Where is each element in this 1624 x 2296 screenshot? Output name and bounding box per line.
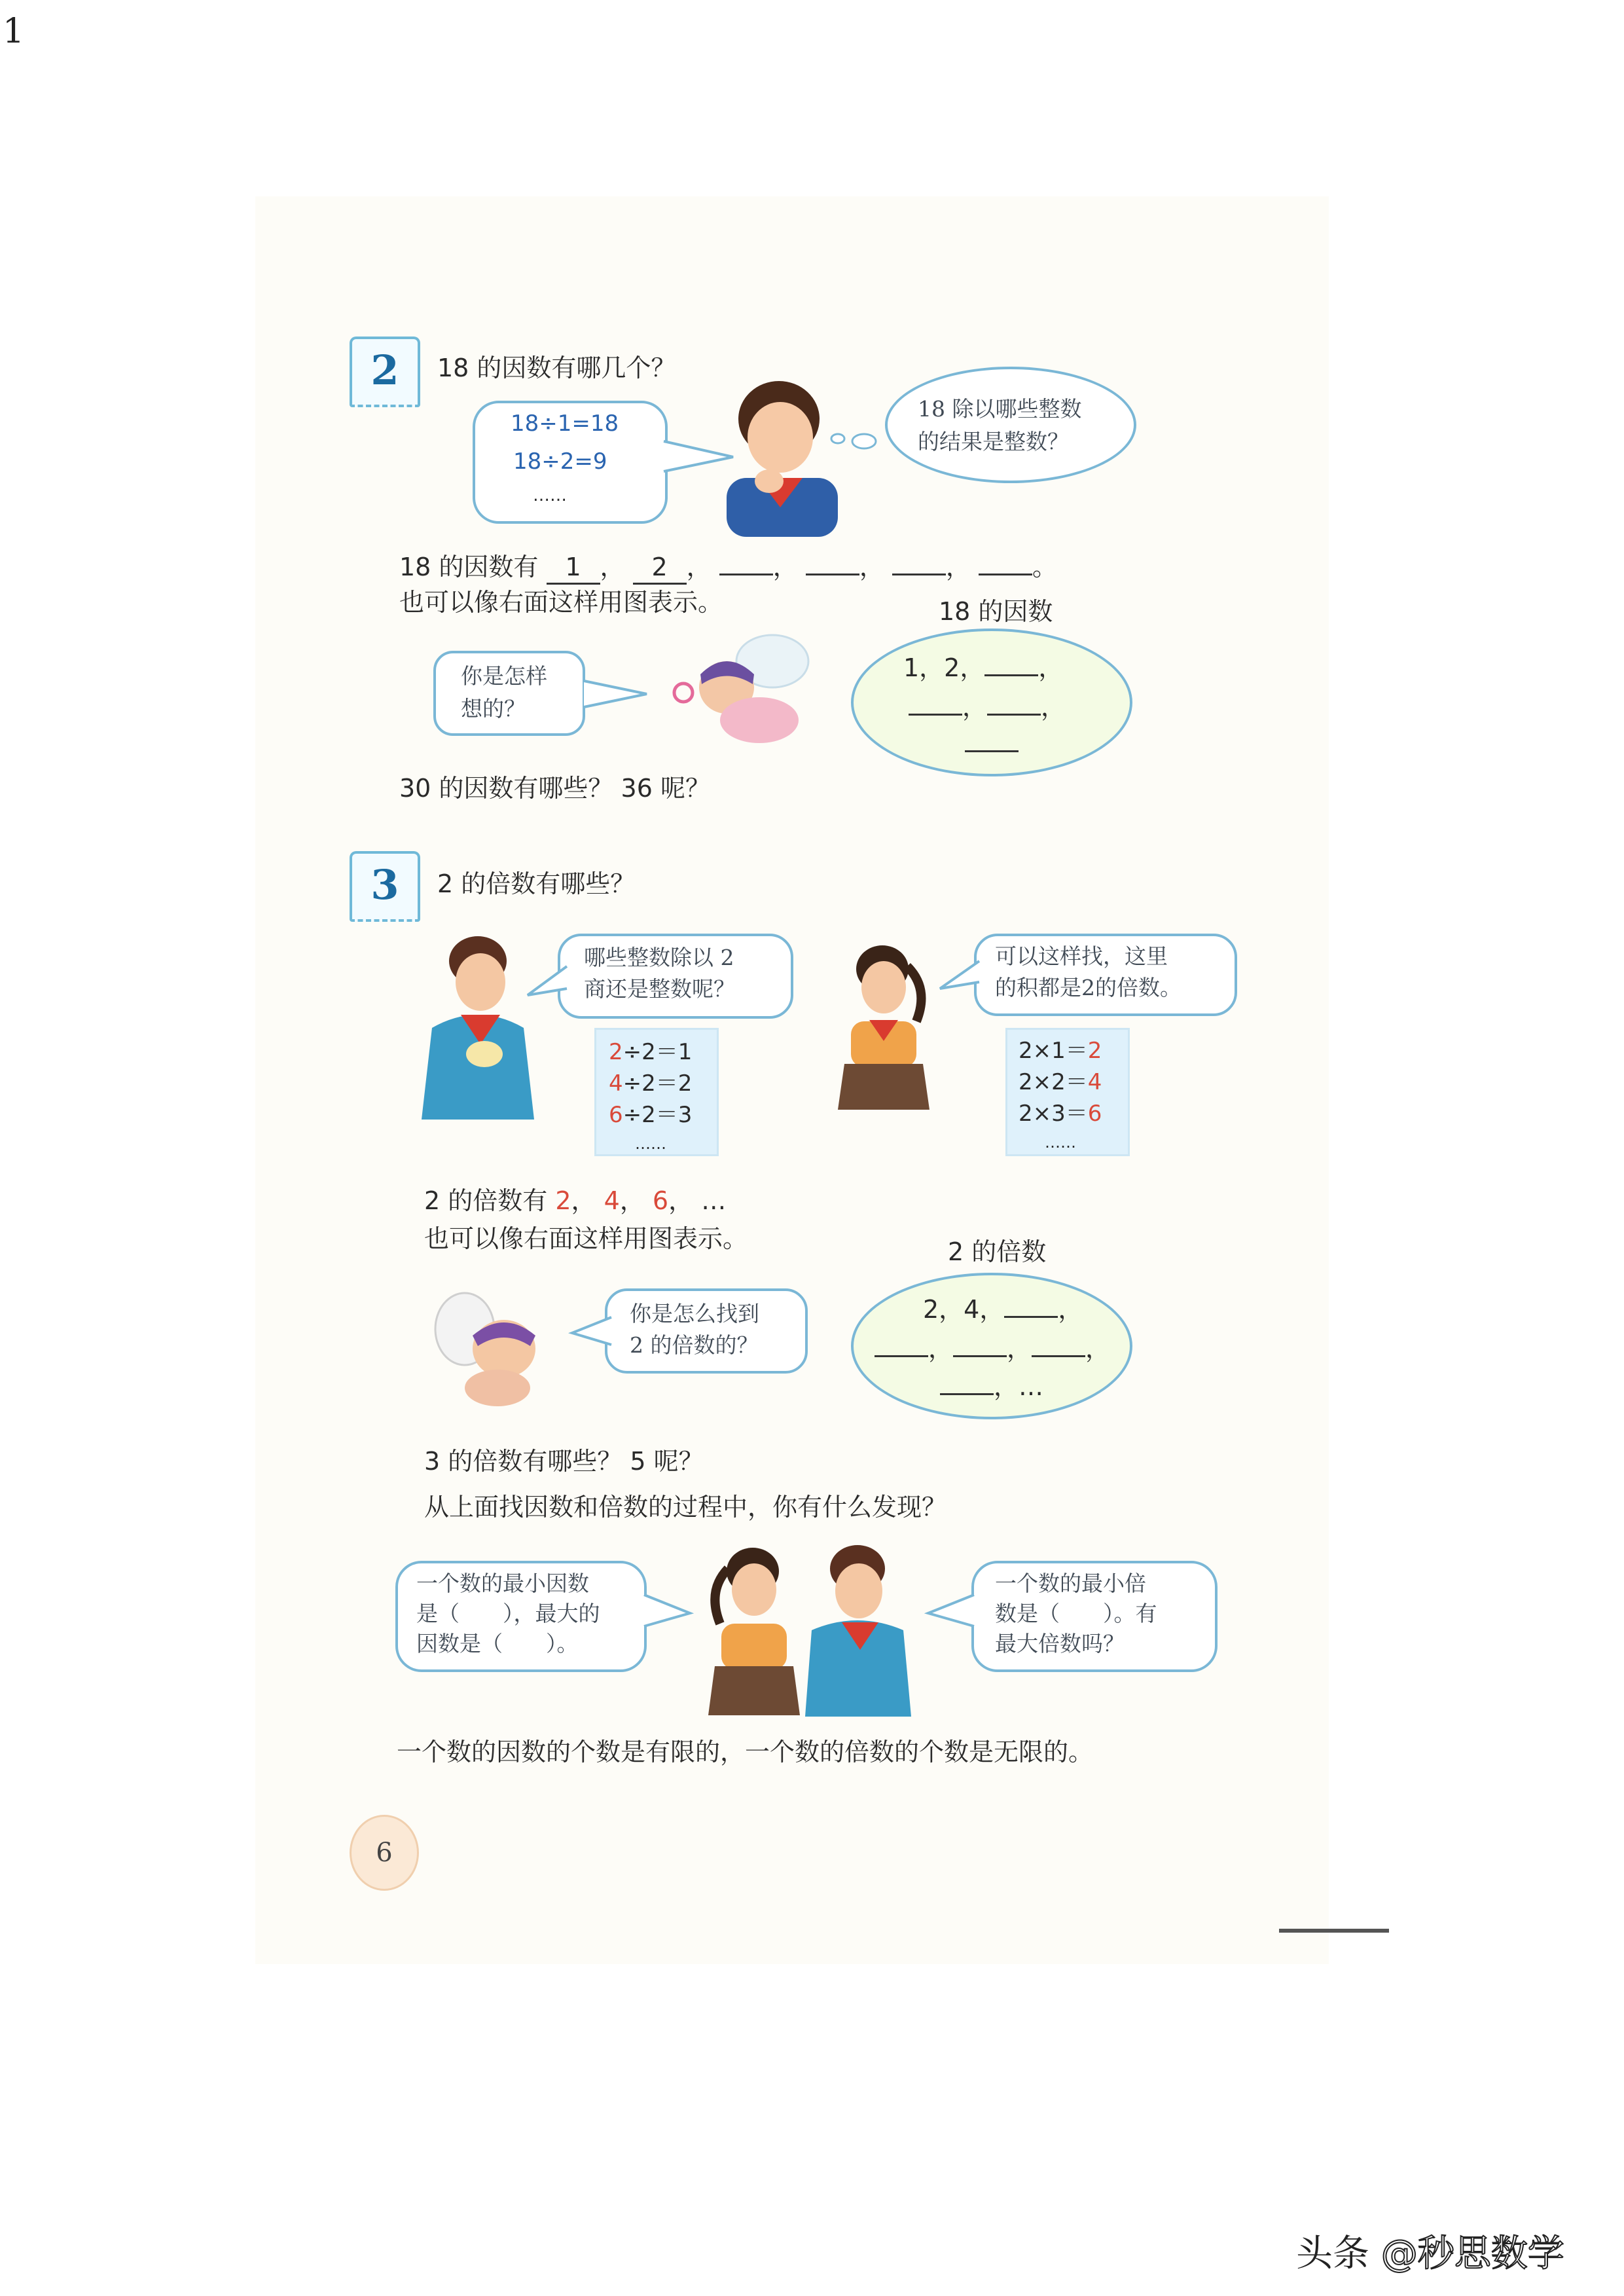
thought-cloud (885, 367, 1136, 483)
two-children-illustration (694, 1539, 916, 1722)
corner-mark: 1 (3, 12, 25, 51)
factor-set-row (965, 728, 1019, 759)
set-blank (1032, 1336, 1085, 1357)
multiplication-eq: 2×3＝6 (1019, 1101, 1102, 1127)
factor-blank (892, 554, 946, 575)
multiple-set-row: ， ， ， (875, 1333, 1110, 1364)
multiple-set-tail: ，… (994, 1372, 1044, 1401)
left-question-bubble-tail (524, 962, 569, 1008)
watermark (1296, 2225, 1564, 2277)
bubble-line: 是（ ），最大的 (416, 1601, 600, 1626)
bubble-line: 你是怎么找到 (630, 1301, 759, 1326)
bubble-line: 的积都是2的倍数。 (995, 975, 1182, 1000)
discovery-question: 从上面找因数和倍数的过程中，你有什么发现？ (424, 1493, 947, 1522)
watermark-prefix: 头条 (1296, 2232, 1381, 2275)
factor-blank (806, 554, 859, 575)
set-blank (940, 1374, 994, 1395)
set-blank (984, 655, 1038, 676)
min-multiple-bubble-tail (924, 1590, 977, 1635)
set-blank (909, 694, 962, 716)
example-number-3: 3 (350, 851, 420, 922)
bubble-line: 最大倍数吗？ (995, 1631, 1125, 1656)
bubble-line: 可以这样找，这里 (995, 943, 1168, 969)
multiple-set-row: 2，4， ， (923, 1295, 1083, 1324)
section3-question: 2 的倍数有哪些？ (437, 869, 636, 898)
division-eq: 2÷2＝1 (609, 1039, 693, 1065)
multiple-set-known: 2，4， (923, 1295, 1005, 1324)
factors-18-line: 18 的因数有 1 ， 2 ， ， ， ， 。 (399, 551, 1057, 585)
cupid-illustration (432, 1283, 563, 1414)
calc-line: …… (533, 486, 567, 505)
diagram-title: 18 的因数 (939, 597, 1053, 626)
factor-blank (719, 554, 773, 575)
bubble-line: 一个数的最小因数 (416, 1571, 589, 1596)
conclusion: 一个数的因数的个数是有限的，一个数的倍数的个数是无限的。 (397, 1738, 1094, 1766)
division-eq: 6÷2＝3 (609, 1102, 693, 1128)
example-number-2: 2 (350, 337, 420, 407)
bubble-line: 一个数的最小倍 (995, 1571, 1146, 1596)
min-factor-bubble-tail (641, 1590, 694, 1635)
footer-rule (1279, 1929, 1389, 1933)
girl-illustration (825, 936, 943, 1113)
page-number: 6 (350, 1815, 419, 1891)
diagram-hint: 也可以像右面这样用图表示。 (424, 1224, 748, 1253)
diagram-title: 2 的倍数 (948, 1237, 1047, 1266)
division-dots: …… (635, 1135, 666, 1153)
set-blank (965, 731, 1019, 752)
angel-illustration (661, 622, 818, 753)
right-hint-bubble-tail (936, 957, 982, 1003)
factor-set-row: 1，2， ， (903, 653, 1064, 682)
multiple-value: 2 (555, 1186, 571, 1215)
set-blank (953, 1336, 1007, 1357)
multiples-suffix: … (701, 1186, 727, 1215)
multiple-value: 6 (652, 1186, 669, 1215)
factor-filled: 2 (633, 551, 687, 585)
calc-line: 18÷2=9 (513, 448, 607, 475)
multiples-2-line: 2 的倍数有 2， 4， 6， … (424, 1186, 727, 1215)
boy-blue-coat-illustration (412, 930, 550, 1120)
diagram-hint: 也可以像右面这样用图表示。 (399, 588, 723, 617)
calc-line: 18÷1=18 (511, 410, 619, 437)
factor-set-row: ， ， (909, 691, 1066, 723)
factor-set-known: 1，2， (903, 653, 985, 682)
factor-blank (979, 554, 1032, 575)
bubble-line: 2 的倍数的？ (630, 1332, 759, 1358)
multiplication-dots: …… (1045, 1133, 1076, 1152)
bubble-line: 哪些整数除以 2 (584, 945, 734, 970)
division-eq: 4÷2＝2 (609, 1070, 693, 1097)
section2-question: 18 的因数有哪几个？ (437, 354, 676, 382)
multiplication-eq: 2×1＝2 (1019, 1038, 1102, 1064)
bubble-line: 商还是整数呢？ (584, 976, 735, 1002)
set-blank (1004, 1296, 1058, 1318)
thought-line: 18 除以哪些整数 (918, 396, 1082, 422)
bubble-line: 想的？ (461, 696, 526, 721)
bubble-line: 你是怎样 (461, 663, 547, 689)
section3-followup: 3 的倍数有哪些？ 5 呢？ (424, 1447, 704, 1476)
set-blank (987, 694, 1041, 716)
multiple-value: 4 (604, 1186, 620, 1215)
factors-prefix: 18 的因数有 (399, 553, 539, 581)
section2-followup: 30 的因数有哪些？ 36 呢？ (399, 774, 710, 803)
cupid-bubble-tail (568, 1313, 614, 1353)
angel-bubble-tail (581, 674, 653, 714)
thought-dots (825, 426, 890, 458)
multiplication-eq: 2×2＝4 (1019, 1069, 1102, 1095)
bubble-line: 因数是（ ）。 (416, 1631, 579, 1656)
thought-line: 的结果是整数？ (918, 429, 1069, 454)
set-blank (875, 1336, 928, 1357)
watermark-handle: @秒思数学 (1380, 2232, 1564, 2275)
multiples-prefix: 2 的倍数有 (424, 1186, 548, 1215)
bubble-line: 数是（ ）。有 (995, 1601, 1157, 1626)
multiple-set-row (940, 1371, 1043, 1402)
factor-filled: 1 (547, 551, 600, 585)
